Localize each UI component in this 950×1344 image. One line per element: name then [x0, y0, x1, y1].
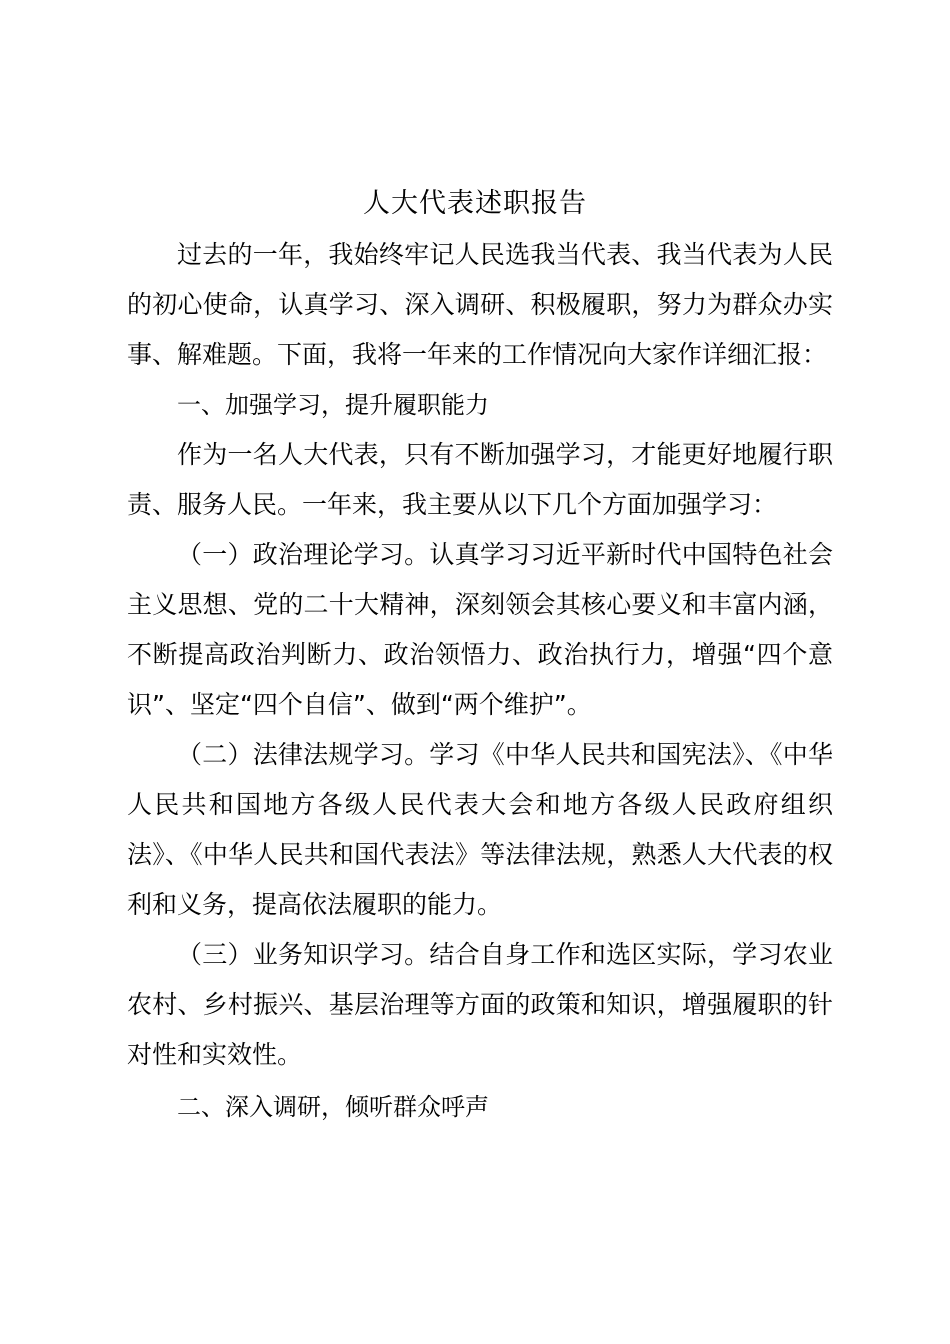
section-heading-1: 一、加强学习，提升履职能力: [177, 391, 489, 419]
section-1-intro-paragraph: 作为一名人大代表，只有不断加强学习，才能更好地履行职责、服务人民。一年来，我主要从以下几个方面加强学习：: [127, 440, 833, 519]
document-body: [127, 230, 833, 1132]
subsection-3-paragraph: （三）业务知识学习。结合自身工作和选区实际，学习农业农村、乡村振兴、基层治理等方面的政策和知识，增强履职的针对性和实效性。: [127, 940, 833, 1069]
subsection-2-paragraph: （二）法律法规学习。学习《中华人民共和国宪法》、《中华人民共和国地方各级人民代表大会和地方各级人民政府组织法》、《中华人民共和国代表法》等法律法规，熟悉人大代表的权利和义务，提高依法履职的能力。: [127, 740, 833, 919]
section-heading-2: 二、深入调研，倾听群众呼声: [177, 1093, 489, 1121]
subsection-1-paragraph: （一）政治理论学习。认真学习习近平新时代中国特色社会主义思想、党的二十大精神，深刻领会其核心要义和丰富内涵，不断提高政治判断力、政治领悟力、政治执行力，增强“四个意识”、坚定“四个自信”、做到“两个维护”。: [127, 540, 833, 719]
document-title: 人大代表述职报告: [363, 188, 587, 219]
intro-paragraph: 过去的一年，我始终牢记人民选我当代表、我当代表为人民的初心使命，认真学习、深入调研、积极履职，努力为群众办实事、解难题。下面，我将一年来的工作情况向大家作详细汇报：: [127, 240, 833, 369]
